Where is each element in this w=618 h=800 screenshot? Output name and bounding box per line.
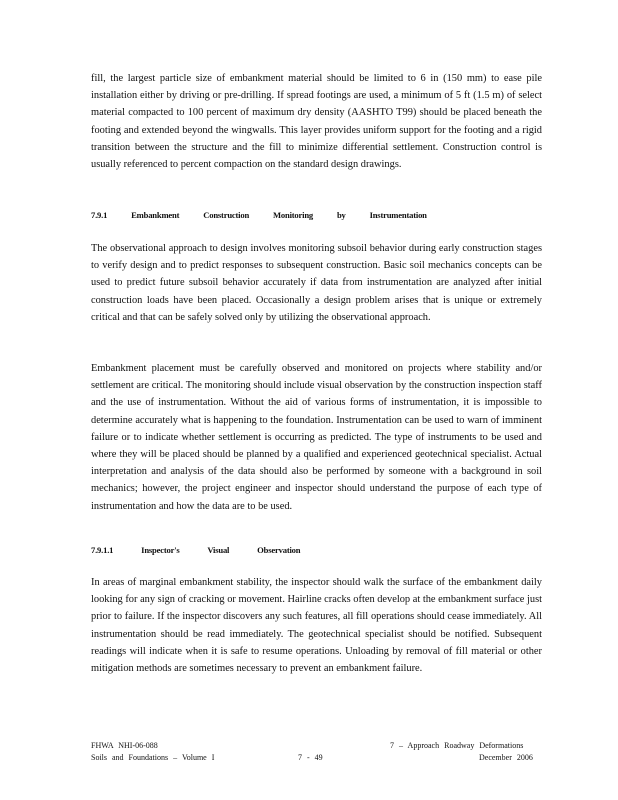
footer-left — [91, 740, 214, 764]
paragraph-pile-installation: fill, the largest particle size of embankment material should be limited to 6 in (150 mm) to ease pile installation either by driving or pre-drilling. If spread footings are used, a minimum of 5 ft (1.5 m) of select material compacted to 100 percent of maximum dry density (AASHTO T99) should be placed beneath the footing and extended beyond the wingwalls. This layer provides uniform support for the footing and a rigid transition between the structure and the fill to minimize differential settlement. Construction control is usually referenced to percent compaction on the standard design drawings. — [91, 73, 542, 171]
footer-document-number: FHWA NHI-06-088 — [91, 741, 158, 750]
section-heading-7-9-1: 7.9.1 Embankment Construction Monitoring by Instrumentation — [91, 210, 427, 220]
section-heading-7-9-1-1: 7.9.1.1 Inspector's Visual Observation — [91, 545, 301, 555]
footer-chapter-title: 7 – Approach Roadway Deformations — [390, 741, 524, 750]
footer-date: December 2006 — [479, 753, 533, 762]
paragraph-inspector-observation: In areas of marginal embankment stability, the inspector should walk the surface of the embankment daily looking for any sign of cracking or movement. Hairline cracks often develop at the embankment surface just prior to failure. If the inspector discovers any such features, all fill operations should cease immediately. All instrumentation should be read immediately. The geotechnical specialist should be notified. Subsequent readings will indicate when it is safe to resume operations. Unloading by removal of fill material or other mitigation methods are sometimes necessary to prevent an embankment failure. — [91, 577, 542, 675]
footer-right — [390, 740, 533, 764]
paragraph-observational-approach: The observational approach to design involves monitoring subsoil behavior during early construction stages to verify design and to predict responses to subsequent construction. Basic soil mechanics concepts can be used to predict future subsoil behavior accurately if data from instrumentation are analyzed after initial construction loads have been placed. Occasionally a design problem arises that is unique or extremely critical and that can be safely solved only by utilizing the observational approach. — [91, 243, 542, 323]
footer-volume-title: Soils and Foundations – Volume I — [91, 753, 215, 762]
paragraph-embankment-placement: Embankment placement must be carefully observed and monitored on projects where stability and/or settlement are critical. The monitoring should include visual observation by the construction inspection staff and the use of instrumentation. Without the aid of various forms of instrumentation, it is impossible to determine accurately what is happening to the foundation. Instrumentation can be used to warn of imminent failure or to indicate whether settlement is occurring as predicted. The type of instruments to be used and where they will be placed should be planned by a qualified and experienced geotechnical specialist. Actual interpretation and analysis of the data should also be performed by someone with a background in soil mechanics; however, the project engineer and inspector should understand the purpose of each type of instrumentation and how the data are to be used. — [91, 363, 542, 512]
footer-page-number: 7 - 49 — [298, 753, 323, 762]
